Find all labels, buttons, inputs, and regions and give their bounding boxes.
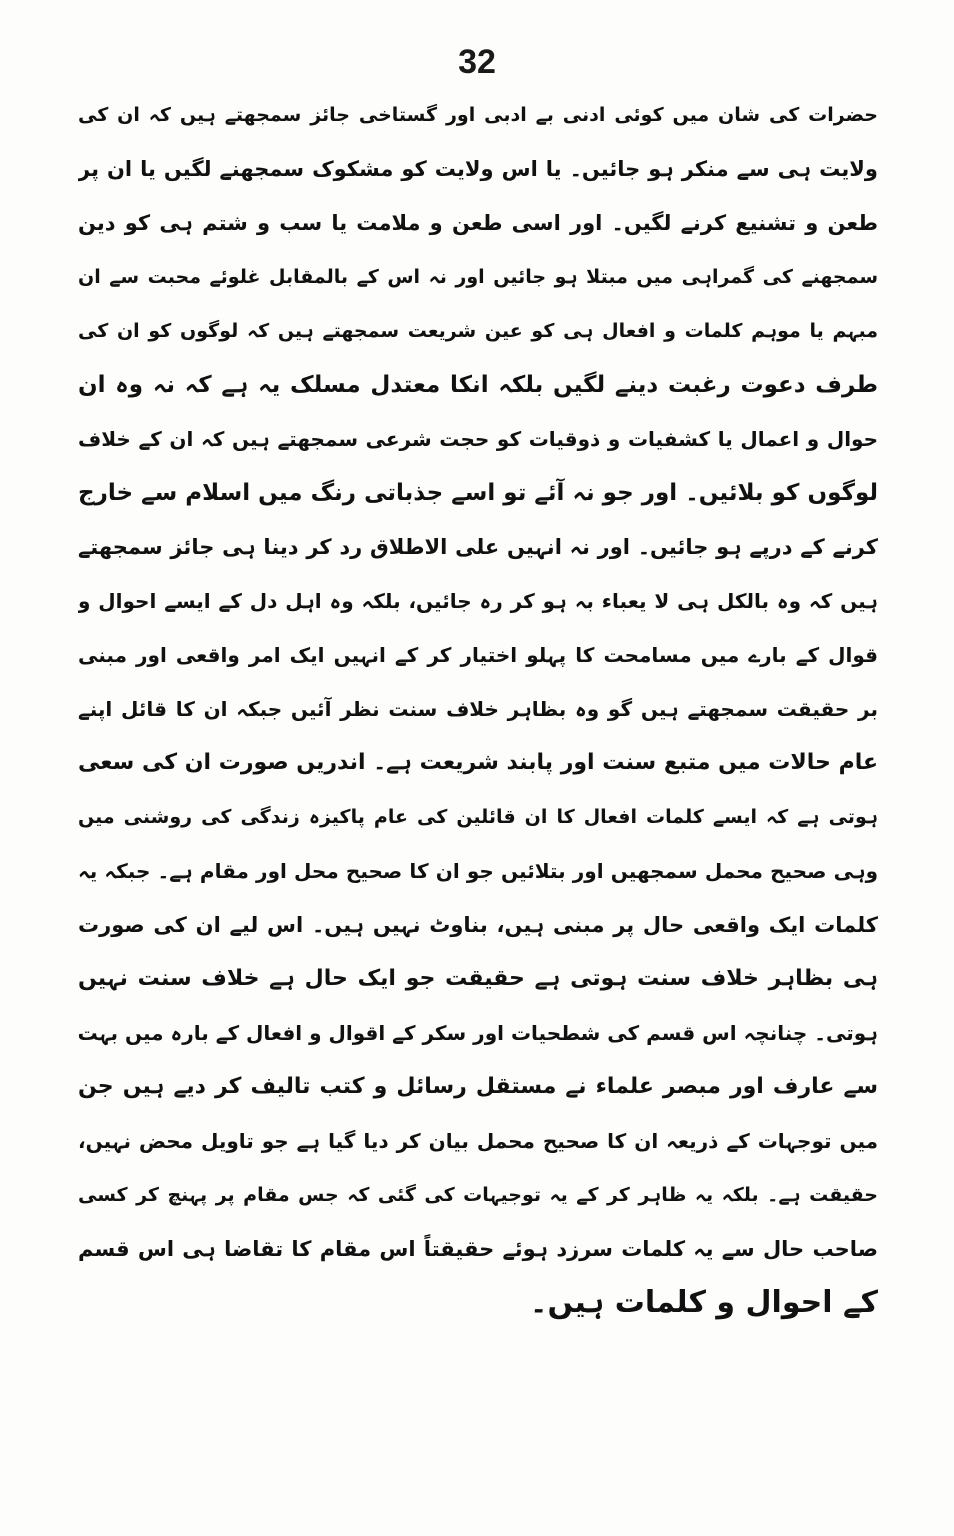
page-number: 32 — [458, 43, 496, 81]
text-line: سمجھنے کی گمراہی میں مبتلا ہو جائیں اور نہ اس کے بالمقابل غلوئے محبت سے ان — [78, 266, 878, 288]
text-line: طعن و تشنیع کرنے لگیں۔ اور اسی طعن و ملامت یا سب و شتم ہی کو دین — [78, 211, 878, 235]
body-text — [78, 88, 878, 1330]
text-line: لوگوں کو بلائیں۔ اور جو نہ آئے تو اسے جذباتی رنگ میں اسلام سے خارج — [78, 480, 878, 506]
text-line: طرف دعوت رغبت دینے لگیں بلکہ انکا معتدل مسلک یہ ہے کہ نہ وہ ان — [78, 372, 878, 398]
text-line: ہوتی ہے کہ ایسے کلمات افعال کا ان قائلین کی عام پاکیزہ زندگی کی روشنی میں — [78, 806, 878, 828]
text-line: وہی صحیح محمل سمجھیں اور بتلائیں جو ان کا صحیح محل اور مقام ہے۔ جبکہ یہ — [78, 859, 878, 883]
text-line: ہوتی۔ چنانچہ اس قسم کی شطحیات اور سکر کے اقوال و افعال کے بارہ میں بہت — [78, 1021, 878, 1045]
text-line: حضرات کی شان میں کوئی ادنی بے ادبی اور گستاخی جائز سمجھتے ہیں کہ ان کی — [78, 104, 878, 126]
text-line: کلمات ایک واقعی حال پر مبنی ہیں، بناوٹ نہیں ہیں۔ اس لیے ان کی صورت — [78, 913, 878, 937]
text-line: قوال کے بارے میں مسامحت کا پہلو اختیار کر کے انہیں ایک امر واقعی اور مبنی — [78, 643, 878, 667]
text-line: عام حالات میں متبع سنت اور پابند شریعت ہے۔ اندریں صورت ان کی سعی — [78, 750, 878, 775]
text-line: صاحب حال سے یہ کلمات سرزد ہوئے حقیقتاً اس مقام کا تقاضا ہی اس قسم — [78, 1237, 878, 1261]
text-line: ہی بظاہر خلاف سنت ہوتی ہے حقیقت جو ایک حال ہے خلاف سنت نہیں — [78, 966, 878, 991]
text-line: حقیقت ہے۔ بلکہ یہ ظاہر کر کے یہ توجیہات کی گئی کہ جس مقام پر پہنچ کر کسی — [78, 1184, 878, 1206]
text-line: ہیں کہ وہ بالکل ہی لا یعباء بہ ہو کر رہ جائیں، بلکہ وہ اہل دل کے ایسے احوال و — [78, 589, 878, 613]
text-line: بر حقیقت سمجھتے ہیں گو وہ بظاہر خلاف سنت نظر آئیں جبکہ ان کا قائل اپنے — [78, 697, 878, 721]
text-line-last: کے احوال و کلمات ہیں۔ — [529, 1285, 878, 1320]
text-line: کرنے کے درپے ہو جائیں۔ اور نہ انہیں علی الاطلاق رد کر دینا ہی جائز سمجھتے — [78, 535, 878, 559]
text-line: مبہم یا موہم کلمات و افعال ہی کو عین شریعت سمجھتے ہیں کہ لوگوں کو ان کی — [78, 320, 878, 342]
text-line: سے عارف اور مبصر علماء نے مستقل رسائل و کتب تالیف کر دیے ہیں جن — [78, 1074, 878, 1099]
text-line: حوال و اعمال یا کشفیات و ذوقیات کو حجت شرعی سمجھتے ہیں کہ ان کے خلاف — [78, 427, 878, 451]
text-line: میں توجہات کے ذریعہ ان کا صحیح محمل بیان کر دیا گیا ہے جو تاویل محض نہیں، — [78, 1129, 878, 1153]
text-line: ولایت ہی سے منکر ہو جائیں۔ یا اس ولایت کو مشکوک سمجھنے لگیں یا ان پر — [78, 157, 878, 181]
